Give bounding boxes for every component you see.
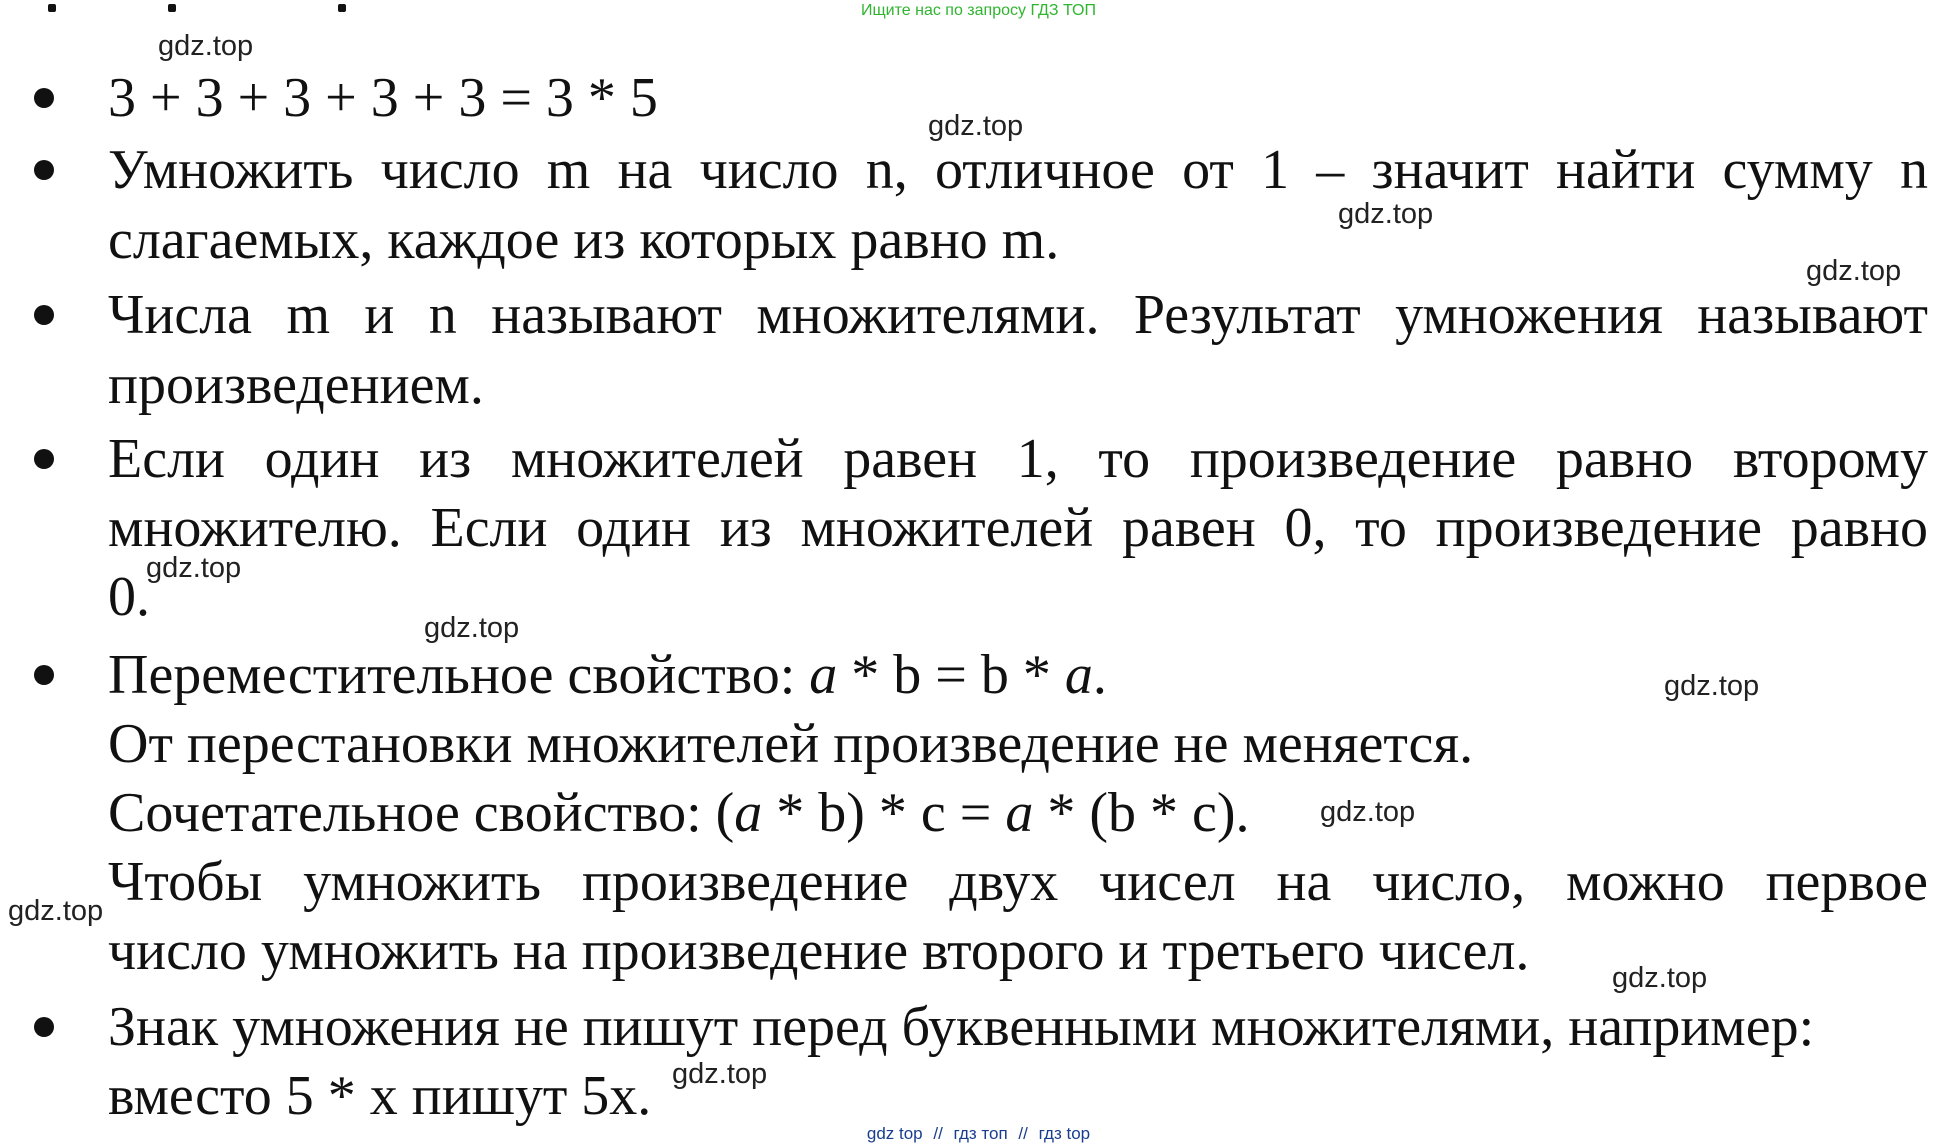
watermark-label: gdz.top (1320, 796, 1416, 828)
text-line: Чтобы умножить произведение двух чисел на число, можно первое (108, 851, 1928, 913)
footer-link[interactable]: gdz top (866, 1124, 923, 1143)
top-banner: Ищите нас по запросу ГДЗ ТОП (861, 2, 1096, 19)
bullet (34, 88, 54, 108)
bullet (34, 1017, 54, 1037)
commutative-property-line (108, 641, 1928, 709)
text-line: От перестановки множителей произведение не меняется. (108, 713, 1474, 775)
watermark-label: gdz.top (928, 110, 1024, 142)
watermark-label: gdz.top (424, 612, 520, 644)
footer-link[interactable]: гдз top (1038, 1124, 1091, 1143)
footer-separator: // (933, 1124, 943, 1143)
bullet (34, 160, 54, 180)
watermark-label: gdz.top (672, 1058, 768, 1090)
text-span: . (1092, 644, 1107, 706)
watermark-label: gdz.top (146, 552, 242, 584)
footer-links (0, 1124, 1957, 1144)
watermark-label: gdz.top (1612, 962, 1708, 994)
variable-a: a (809, 644, 838, 706)
footer-separator: // (1018, 1124, 1028, 1143)
text-span: Сочетательное свойство: ( (108, 782, 735, 844)
text-line: вместо 5 * x пишут 5x. (108, 1065, 652, 1127)
watermark-label: gdz.top (1338, 198, 1434, 230)
variable-a: a (734, 782, 763, 844)
variable-a: a (1064, 644, 1093, 706)
footer-link[interactable]: гдз топ (953, 1124, 1008, 1143)
bullet (34, 305, 54, 325)
associative-property-line (108, 779, 1928, 847)
text-line: множителю. Если один из множителей равен 0, то произведение равно (108, 497, 1928, 559)
text-span: * (b * c). (1033, 782, 1250, 844)
text-span: Переместительное свойство: (108, 644, 810, 706)
text-line: Числа m и n называют множителями. Результат умножения называют (108, 284, 1928, 346)
text-line: слагаемых, каждое из которых равно m. (108, 209, 1060, 271)
watermark-label: gdz.top (1664, 670, 1760, 702)
variable-a: a (1005, 782, 1034, 844)
text-line: Умножить число m на число n, отличное от 1 – значит найти сумму n (108, 139, 1928, 201)
watermark-label: gdz.top (8, 895, 104, 927)
text-line: произведением. (108, 354, 484, 416)
text-line: число умножить на произведение второго и третьего чисел. (108, 920, 1530, 982)
watermark-label: gdz.top (1806, 255, 1902, 287)
text-span: * b = b * (837, 644, 1065, 706)
bullet (34, 449, 54, 469)
watermark-label: gdz.top (158, 30, 254, 62)
bullet (34, 665, 54, 685)
text-line: 0. (108, 566, 150, 628)
text-line: 3 + 3 + 3 + 3 + 3 = 3 * 5 (108, 67, 658, 129)
text-span: * b) * c = (762, 782, 1006, 844)
text-line: Если один из множителей равен 1, то произведение равно второму (108, 428, 1928, 490)
text-line: Знак умножения не пишут перед буквенными множителями, например: (108, 996, 1815, 1058)
